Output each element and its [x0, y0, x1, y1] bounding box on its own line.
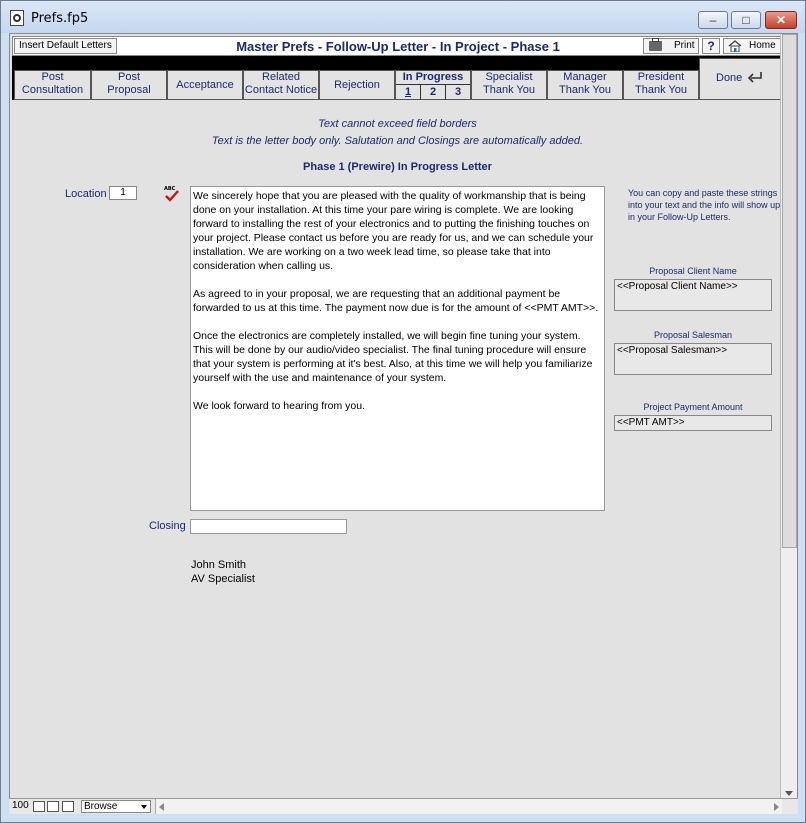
- close-button[interactable]: ✕: [765, 11, 797, 29]
- home-label: Home: [749, 40, 776, 51]
- tab-label-line: Consultation: [21, 84, 84, 96]
- closing-label: Closing: [149, 520, 186, 532]
- return-arrow-icon: [747, 71, 763, 83]
- client-name-label: Proposal Client Name: [649, 266, 737, 276]
- tab-label-line: President: [637, 71, 685, 83]
- scroll-right-icon[interactable]: [774, 803, 779, 811]
- location-label: Location: [65, 188, 107, 200]
- letter-paragraph: As agreed to in your proposal, we are requesting that an additional payment be forwarded to us at this time. The payment now due is for the amount of <<PMT AMT>>.: [193, 288, 599, 314]
- tab-manager-thank-you[interactable]: [547, 70, 623, 100]
- payment-amount-label: Project Payment Amount: [643, 402, 743, 412]
- salesman-field[interactable]: <<Proposal Salesman>>: [614, 343, 772, 375]
- spellcheck-icon[interactable]: [164, 185, 180, 203]
- status-bar: [9, 798, 798, 814]
- signature-title: AV Specialist: [191, 573, 255, 585]
- home-icon: [728, 40, 742, 52]
- tab-in-progress-title: In Progress: [396, 71, 470, 85]
- salesman-label: Proposal Salesman: [653, 330, 733, 340]
- payment-amount-field[interactable]: <<PMT AMT>>: [614, 415, 772, 431]
- tab-label-line: Thank You: [559, 84, 611, 96]
- status-toggle-icon[interactable]: [62, 801, 74, 812]
- tab-label-line: Related: [262, 71, 300, 83]
- app-icon: [10, 10, 24, 26]
- tab-post-consultation[interactable]: [14, 70, 91, 100]
- home-button[interactable]: [723, 38, 783, 54]
- header-bar: [12, 36, 785, 56]
- tab-in-progress[interactable]: [395, 70, 471, 100]
- tab-post-proposal[interactable]: [91, 70, 167, 100]
- zoom-out-icon[interactable]: [33, 801, 45, 812]
- merge-fields-note: You can copy and paste these strings into your text and the info will show up in your Follow-Up Letters.: [628, 188, 781, 222]
- letter-heading: Phase 1 (Prewire) In Progress Letter: [303, 161, 492, 173]
- vertical-scrollbar[interactable]: [780, 34, 797, 800]
- zoom-in-icon[interactable]: [47, 801, 59, 812]
- scroll-down-icon[interactable]: [785, 791, 793, 796]
- tab-acceptance[interactable]: Acceptance: [167, 70, 243, 100]
- print-label: Print: [674, 40, 695, 51]
- done-label: Done: [716, 72, 743, 84]
- minimize-button[interactable]: –: [698, 11, 728, 29]
- tab-phase-2[interactable]: 2: [421, 85, 446, 100]
- zoom-level[interactable]: 100: [12, 800, 29, 811]
- client-name-field[interactable]: <<Proposal Client Name>>: [614, 279, 772, 311]
- insert-default-letters-button[interactable]: Insert Default Letters: [14, 38, 117, 54]
- svg-text:ABC: ABC: [164, 186, 176, 192]
- done-button[interactable]: [699, 58, 782, 100]
- help-button[interactable]: ?: [702, 38, 720, 54]
- horizontal-scrollbar[interactable]: [155, 799, 782, 814]
- scroll-thumb[interactable]: [782, 34, 797, 548]
- page-title: Master Prefs - Follow-Up Letter - In Project - Phase 1: [236, 39, 560, 54]
- scroll-left-icon[interactable]: [159, 803, 164, 811]
- mode-value: Browse: [84, 801, 118, 812]
- letter-paragraph: We sincerely hope that you are pleased with the quality of workmanship that is being done on your installation. At this time your pare wiring is complete. We are looking forward to installing the rest of your electronics and to putting the finishing touches on your project. Please contact us before you are ready for us, and we can schedule your installation. We are working on a two week lead time, so please take that into consideration when calling us.: [193, 190, 594, 272]
- tab-president-thank-you[interactable]: [623, 70, 699, 100]
- tab-label-line: Post: [41, 71, 64, 83]
- title-bar: [1, 1, 805, 33]
- chevron-down-icon: [141, 805, 147, 809]
- tab-label-line: Manager: [563, 71, 607, 83]
- printer-icon: [649, 41, 662, 51]
- tab-related-contact-notice[interactable]: [243, 70, 319, 100]
- tab-rejection[interactable]: Rejection: [319, 70, 395, 100]
- note-field-borders: Text cannot exceed field borders: [318, 118, 477, 130]
- note-letter-body: Text is the letter body only. Salutation and Closings are automatically added.: [211, 135, 584, 147]
- maximize-button[interactable]: □: [731, 11, 761, 29]
- location-field[interactable]: 1: [109, 186, 137, 200]
- tab-phase-1[interactable]: 1: [396, 85, 421, 100]
- tab-specialist-thank-you[interactable]: [471, 70, 547, 100]
- tab-label-line: Contact Notice: [244, 84, 318, 96]
- tab-label-line: Specialist: [485, 71, 533, 83]
- tab-label-line: Thank You: [483, 84, 535, 96]
- letter-paragraph: We look forward to hearing from you.: [193, 400, 365, 412]
- signature-name: John Smith: [191, 559, 247, 571]
- layout-area: [9, 33, 798, 814]
- closing-field[interactable]: [190, 519, 347, 534]
- tab-label-line: Thank You: [635, 84, 687, 96]
- window-title: Prefs.fp5: [31, 11, 89, 26]
- letter-body-field[interactable]: [190, 186, 605, 511]
- tab-phase-3[interactable]: 3: [454, 86, 462, 98]
- print-button[interactable]: [643, 38, 699, 54]
- letter-paragraph: Once the electronics are completely installed, we will begin fine tuning your system. This will be done by our audio/video specialist. The final tuning procedure will ensure that your system is performing at it's best. Also, at this time we will help you familiarize yourself with the use and maintenance of your system.: [193, 330, 593, 384]
- tab-label-line: Proposal: [107, 84, 151, 96]
- tab-label-line: Post: [117, 71, 140, 83]
- mode-select[interactable]: [81, 800, 151, 813]
